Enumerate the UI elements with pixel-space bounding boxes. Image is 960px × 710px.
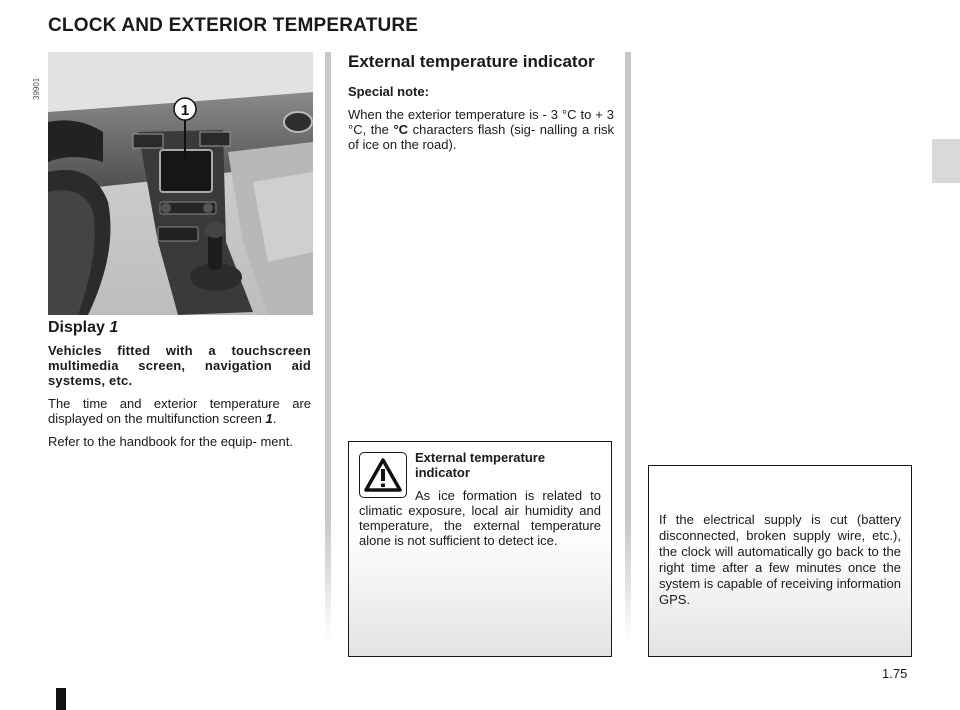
warning-title: External temperature indicator [415,450,546,480]
display-section [48,320,311,457]
column-divider [625,52,631,642]
time-paragraph: The time and exterior temperature are displayed on the multifunction screen 1. [48,396,311,426]
special-note-text: When the exterior temperature is - 3 °C to + 3 °C, the °C characters flash (sig- nalling a risk of ice on the road). [348,107,614,152]
info-text: If the electrical supply is cut (battery disconnected, broken supply wire, etc.), the clock will automatically go back to the right time after a few minutes once the system is capable of receiving information GPS. [659,512,901,607]
vehicles-note: Vehicles fitted with a touchscreen multimedia screen, navigation aid systems, etc. [48,343,311,388]
warning-triangle-icon [359,452,407,498]
section-tab [932,139,960,183]
external-heading: External temperature indicator [348,52,595,71]
warning-text: As ice formation is related to climatic exposure, local air humidity and temperature, the external temperature alone is not sufficient to detect ice. [359,488,601,548]
column-divider [325,52,331,642]
page-number: 1.75 [882,666,908,681]
corner-mark [56,688,66,710]
display-heading: Display 1 [48,319,119,336]
photo-reference: 39901 [32,77,41,100]
page-title: CLOCK AND EXTERIOR TEMPERATURE [48,15,419,36]
special-note-label: Special note: [348,84,429,99]
dashboard-photo [48,52,313,315]
warning-box [348,441,612,657]
info-box [648,465,912,657]
handbook-paragraph: Refer to the handbook for the equip- ment. [48,434,293,449]
external-temperature-section [348,52,614,152]
photo-callout: 1 [180,102,190,119]
